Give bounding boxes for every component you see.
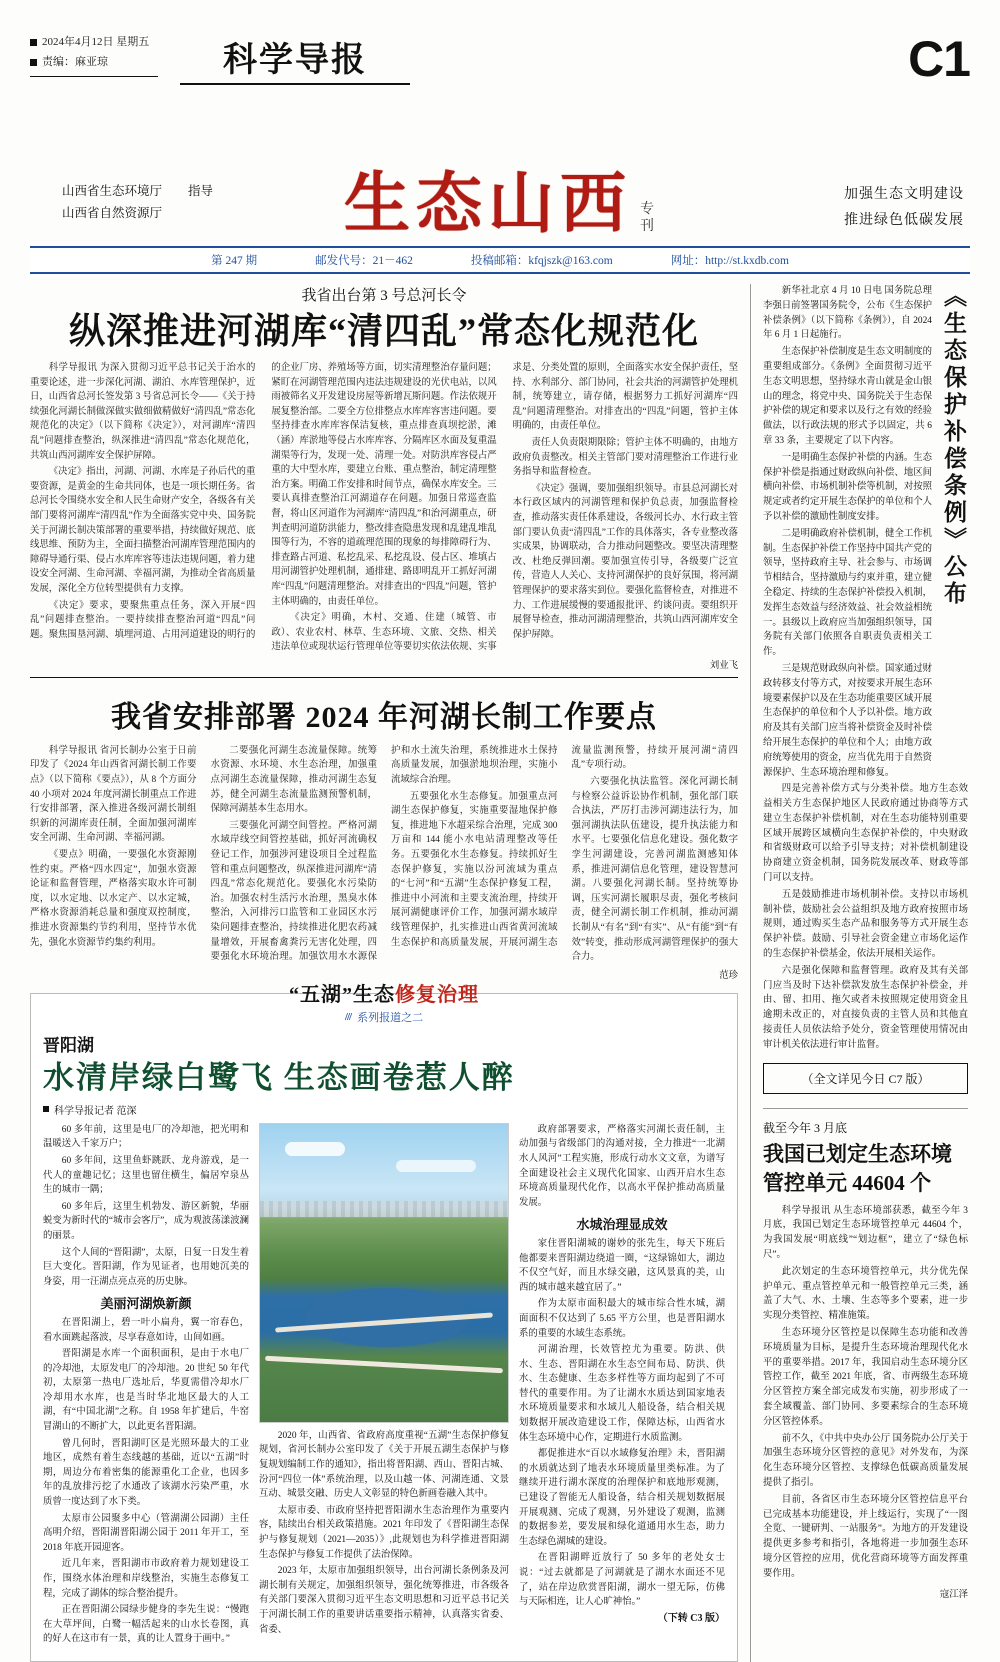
page-number: C1 <box>908 31 970 87</box>
feature-banner-left: “五湖”生态 <box>289 983 395 1006</box>
paragraph: 60 多年间，这里鱼虾跳跃、龙舟游戏，是一代人的童趣记忆；这里也留住横生，偏居窄泉丛生的城市一隅； <box>43 1155 249 1196</box>
paragraph: 太原市公园聚多中心（管湖湖公园湖）主任高明介绍，晋阳湖晋阳湖公园于 2011 年开工，至 2018 年底开园迎客。 <box>43 1513 249 1553</box>
paragraph: 《决定》指出，河湖、河湖、水库是子孙后代的重要资源，是黄金的生命共同体，也是一项长期任务。省总河长令围绕水安全和人民生命财产安全，各级各有关部门要将河湖库“清四乱”作为全面落实党中央、国务院关于河湖长制决策部署的重要举措，持续做好规范、底线思维、预防为主，全面扫描整治河湖库管理范围内的障碍导通行渠、侵占水库库容等违法违规问题，着力建设安全河湖、生命河湖、幸福河湖，为推动全省高质量发展，深化全方位转型提供有力支撑。 <box>30 467 256 594</box>
paragraph: 生态保护补偿制度是生态文明制度的重要组成部分。《条例》全面贯彻习近平生态文明思想，坚持绿水青山就是金山银山的理念，将党中央、国务院关于生态保护补偿的规定和要求以及行之有效的经验做法，以行政法规的形式予以固定，共 6 章 33 条，主要规定了以下内容。 <box>763 347 932 446</box>
paper-logo <box>180 32 410 85</box>
paragraph: 三是规范财政纵向补偿。国家通过财政转移支付等方式，对按要求开展生态环境要素保护以及在生态功能重要区域开展生态保护的单位和个人予以补偿。地方政府及其有关部门应当将补偿资金及时补偿给开展生态保护的单位和个人；由地方政府统筹使用的资金，应当优先用于自然资源保护、生态环境治理和修复。 <box>763 663 932 778</box>
paragraph: 四是完善补偿方式与分类补偿。地方生态效益相关方生态保护地区人民政府通过协商等方式建立生态保护补偿机制，对在生态功能特别重要区域开展跨区域横向生态保护补偿的，中央财政和省级财政可以给予引导支持；对补偿机制建设协商建立资金机制，国务院发展改革、财政等部门可以支持。 <box>763 784 968 884</box>
right-column <box>750 284 968 1662</box>
aerial-lake-photo <box>259 1123 509 1423</box>
feature-banner <box>43 978 725 1025</box>
paragraph: 目前，各省区市生态环境分区管控信息平台已完成基本功能建设，并上线运行，实现了“一图全览、一键研判、一站服务”。为地方的开发建设提供更多参考和指引，各地将进一步加强生态环境分区管控的应用，优化营商环境等方面发挥重要作用。 <box>763 1494 968 1579</box>
publication-date: 2024年4月12日 星期五 <box>42 36 150 48</box>
org-1: 山西省生态环境厅 <box>62 184 163 198</box>
divider <box>30 677 738 678</box>
paragraph: 《决定》强调，要加强组织领导。市县总河湖长对本行政区域内的河湖管理和保护负总责，加强监督检查，推动落实责任体系建设，各级河长办、水行政主管部门要认负责“清四乱”工作的具体落实，各专业整改落实成果，协调联动，合力推动问题整改。要坚决清理整改、杜绝反弹回潮。要加强宣传引导，各级要广泛宣传，营造人人关心、支持河湖保护的良好氛围，将河湖管理保护的要求落实到位。要强化监督检查，对推进不力、工作进展缓慢的要通报批评、约谈问责。要组织开展督导检查，推动河湖清理整治，共筑山西河湖库安全保护屏障。 <box>512 483 738 640</box>
article1-signature: 刘业飞 <box>709 660 738 671</box>
paragraph: 《要点》明确，一要强化水资源刚性约束。严格“四水四定”，加强水资源论证和监督管理，严格落实取水许可制度，以水定地、以水定产、以水定城，严格水资源消耗总量和强度双控制度，推进水资源集约节约利用，坚持节水优先，强化水资源节约集约利用。 <box>30 850 197 948</box>
paragraph: 正在晋阳湖公园绿步健身的李先生说：“慢跑在大草坪间，白鹭一幅活起来的山水长卷图，真的好人在这市有一景，真的让人置身于画中。” <box>43 1605 249 1645</box>
paragraph: 科学导报讯 省河长制办公室于日前印发了《2024 年山西省河湖长制工作要点》（以下简称《要点》），从 8 个方面分 40 小项对 2024 年度河湖长制重点工作进行安排部署，深入推进各级河湖长制组织新的河湖库责任制，全面加强河湖库安全河湖、生命河湖、幸福河湖。 <box>30 745 197 844</box>
bullet-icon <box>30 39 37 46</box>
feature-subhead-1: 美丽河湖焕新颜 <box>100 1296 192 1312</box>
paragraph: 三要强化河湖空间管控。严格河湖水域岸线空间管控基础，抓好河流确权登记工作，加强涉河建设项目全过程监管和重点问题整改，纵深推进河湖库“清四乱”常态化规范化。要强化水污染防治。加强农村生活污水治理，黑臭水体整治，入河排污口监管和工业园区水污染问题排查整治，持续推进化肥农药减量增效，开展畜禽粪污无害化处理，四要强化水环境治理。加强饮用水水源保护和水土流失治理，系统推进水土保持高质量发展，加强淤地坝治理，实施小流域综合治理。 <box>210 745 558 963</box>
page-body <box>30 284 970 1662</box>
issue-number: 第 247 期 <box>211 255 258 267</box>
paragraph: 太原市委、市政府坚持把晋阳湖水生态治理作为重要内容，陆续出台相关政策措施。2021 年印发了《晋阳湖生态保护与修复规划（2021—2035）》,此规划也为科学推进晋阳湖生态保护与修复工作提供了法治保障。 <box>259 1505 509 1560</box>
section-title-block <box>30 150 970 242</box>
guide-orgs <box>62 180 213 224</box>
slogan-line-2: 推进绿色低碳发展 <box>844 213 964 228</box>
paragraph: 政府部署要求，严格落实河湖长责任制，主动加强与省级部门的沟通对接，全力推进“一北湖水人风河”工程实施，形成行动水文文章，为谱写全面建设社会主义现代化国家、山西开启水生态环境高质量现代化作，以高水平保护推动高质量发展。 <box>519 1124 725 1208</box>
right-second-kicker: 截至今年 3 月底 <box>763 1120 848 1135</box>
slogan <box>844 182 964 234</box>
paragraph: 家住晋阳湖城的谢妙的张先生，每天下班后他都要来晋阳湖边绕道一圈，“这绿锦如大，湖边不仅空气好，而且水绿交融，这风景真的美，山西的城市越来越宜居了。” <box>519 1238 725 1293</box>
paragraph: 六要强化执法监管。深化河湖长制与检察公益诉讼协作机制，强化部门联合执法，严厉打击涉河湖违法行为，加强河湖执法队伍建设，提升执法能力和水平。七要强化信息化建设。强化数字孪生河湖建设，完善河湖监测感知体系，推进河湖信息化管理，建设智慧河湖。八要强化河湖长制。坚持统筹协调，压实河湖长履职尽责，强化考核问责，健全河湖长制工作机制，推动河湖长制从“有名”到“有实”、从“有能”到“有效”转变，推动形成河湖管理保护的强大合力。 <box>571 777 738 963</box>
paragraph: 二要强化河湖生态流量保障。统筹水资源、水环境、水生态治理，加强重点河湖生态流量保障，推动河湖生态复苏，健全河湖生态流量监测预警机制，保障河湖基本生态用水。 <box>210 745 377 815</box>
paragraph: 《决定》要求，要聚焦重点任务，深入开展“四乱”问题排查整治。一要持续排查整治河道“四乱”问题。聚焦围垦河湖、填埋河道、占用河道建设的明行的的企业厂房、养殖场等方面，切实清理整治存量问题；紧盯在河湖管理范围内违法违规建设的光伏电站，以风雨被筛名义开发建设房屋等新增瓦斯问题。作法依规开展复整治部。二要全方位排整点水库库容害违问题。要坚持排查水库库容保洁复核，重点排查真坝挖淤，滩（涵）库淤地等侵占水库库容、分隔库区水面及复重温湖渠等行为，发现一处、清理一处。对防洪库容侵占严重的大中型水库，要建立台账、重点整治，制定清理整治方案。明确工作安排和时间节点，确保水库安全。三要认真排查整治江河湖道存在问题。加强日常巡查监督，将山区河道作为河湖库“清四乱”和治河湖重点，研判查明河道防洪能力，整改排查隐患发现和乱建乱堆乱围等行为，不容的道疏理范围的现象的每排障碍行为、排查路占河道、私挖乱采、私挖乱设、侵占区、堆填占用河湖管护处理机制，通排建、路即明乱开工抓好河湖库“四乱”问题清理整治。对排查出的“四乱”问题，管护主体明确的，由责任单位。 <box>30 363 497 640</box>
right-second-signature: 寇江泽 <box>939 1589 968 1600</box>
section-title-sub-2: 刊 <box>640 219 654 234</box>
cloud-shape <box>285 1142 345 1156</box>
full-text-note: （全文详见今日 C7 版） <box>763 1063 968 1094</box>
feature-banner-right: 修复治理 <box>395 983 479 1006</box>
paragraph: 五是鼓励推进市场机制补偿。支持以市场机制补偿，鼓励社会公益组织及地方政府按照市场规则，通过购买生态产品和服务等方式开展生态保护补偿。鼓励、引导社会资金建立市场化运作的生态保护补偿基金，依法开展相关运作。 <box>763 889 968 960</box>
website-url[interactable]: 网址：http://st.kxdb.com <box>670 255 789 267</box>
submission-email[interactable]: 投稿邮箱：kfqjszk@163.com <box>470 255 613 267</box>
feature-column-3 <box>519 1123 725 1649</box>
paragraph: 60 多年前，这里是电厂的冷却池，把光明和温暖送入千家万户； <box>43 1124 249 1150</box>
paragraph: 作为太原市面积最大的城市综合性水城，湖面面积不仅达到了 5.65 平方公里，也是晋阳湖水系的重要的水域生态系统。 <box>519 1299 725 1339</box>
article2-signature: 范珍 <box>719 970 738 981</box>
right-second-body <box>763 1204 968 1582</box>
bullet-icon <box>43 1106 49 1112</box>
cloud-shape <box>396 1160 476 1172</box>
article1-kicker: 我省出台第 3 号总河长令 <box>301 288 467 304</box>
paragraph: 科学导报讯 为深入贯彻习近平总书记关于治水的重要论述，进一步深化河湖、湖泊、水库管理保护，近日，山西省总河长签发第 3 号省总河长令——《关于持续强化河湖长制做深做实做细做精做好“清四乱”常态化规范化的决定》（以下简称《决定》），对河湖库“清四乱”问题排查整治，纵深推进“清四乱”常态化规范化，共筑山西河湖库安全保护屏障。 <box>30 363 256 461</box>
paragraph: 河湖治理，长效管控尤为重要。防洪、供水、生态、晋阳湖在水生态空间布局、防洪、供水、生态健康、生态多样性等方面均起到了不可替代的重要作用。为了让湖水水质达到国家地表水环境质量要求和水域儿人船设备，结合相关规划数据开展改造建设工作，保障达标，山西省水体生态环境中心作，定期进行水质监测。 <box>519 1345 725 1443</box>
org-2: 山西省自然资源厅 <box>62 206 163 220</box>
paragraph: 这个人间的“晋阳湖”，太原，日复一日发生着巨大变化。晋阳湖，作为见证者，也用她沉美的身姿，用一汪湖点亮点亮的历史脉。 <box>43 1247 249 1287</box>
paragraph: 五要强化水生态修复。加强重点河湖生态保护修复，实施重要湿地保护修复，推进地下水超采综合治理，完成 300 万亩和 144 能小水电站清理整改等任务。五要强化水生态修复。持续抓好生态保护修复，实施以汾河流域为重点的“七河”和“五湖”生态保护修复工程，推进中小河流和主要支流治理，持续开展河湖健康评价工作，加强河湖水域岸线管理保护，扎实推进山西省黄河流域生态保护和高质量发展，开展河湖生态流量监测预警，持续开展河湖“清四乱”专项行动。 <box>391 745 738 948</box>
paragraph: 在晋阳湖上，碧一叶小扁舟，翼一帘春色，看水面跳起落波，尽享春意如诗，山间如画。 <box>43 1317 249 1343</box>
right-second-headline: 我国已划定生态环境管控单元 44604 个 <box>763 1141 952 1195</box>
divider <box>763 1108 968 1109</box>
feature-column-2 <box>259 1429 509 1637</box>
continue-note: （下转 C3 版） <box>657 1612 725 1624</box>
section-title <box>344 150 656 245</box>
feature-article <box>30 983 738 1662</box>
paragraph: 二是明确政府补偿机制，健全工作机制。生态保护补偿工作坚持中国共产党的领导，坚持政府主导、社会参与、市场调节相结合，坚持激励与约束并重，建立健全稳定、持续的生态保护补偿投入机制，发挥生态效益与经济效益、社会效益相统一。县级以上政府应当加强组织领导，国务院有关部门依照各自职责负责相关工作。 <box>763 528 932 658</box>
feature-source-text: 科学导报记者 范深 <box>54 1105 137 1117</box>
postal-code: 邮发代号：21－462 <box>315 255 413 267</box>
paper-name: 科学导报 <box>223 42 367 79</box>
feature-body <box>43 1123 725 1649</box>
paragraph: 前不久，《中共中央办公厅 国务院办公厅关于加强生态环境分区管控的意见》对外发布，为深化生态环境分区管控、支撑绿色低碳高质量发展提供了指引。 <box>763 1433 968 1488</box>
paragraph: 2020 年，山西省、省政府高度重视“五湖”生态保护修复规划，省河长制办公室印发了《关于开展五湖生态保护与修复规划编制工作的通知》，指出将晋阳湖、西山、晋阳古城、汾河“四位一体”系统治理，以及山越一体、河湖连通、文景互动、城景交融、历史人文彰显的特色新画卷融入其中。 <box>259 1430 509 1500</box>
logo-underline <box>180 83 410 85</box>
info-bar <box>30 246 970 274</box>
paragraph: 近几年来，晋阳湖市市政府着力规划建设工作，围绕水体治理和岸线整治，实施生态修复工程，完成了湖体的综合整治提升。 <box>43 1559 249 1599</box>
divider <box>30 76 158 77</box>
paragraph: 曾几何时，晋阳湖叮区是光照环最大的工业地区，成然有着生态线越的基础，近以“五湖”时期，周边分布着密集的能源重化工企业，也因多年的乱放排污挖了水通改了该湖水污染严重，水质曾一度达到了水下类。 <box>43 1438 249 1508</box>
article2-body <box>30 744 738 965</box>
feature-column-1 <box>43 1123 249 1649</box>
paragraph: 六是强化保障和监督管理。政府及其有关部门应当及时下达补偿款发放生态保护补偿金，并由、留、扣用、拖欠或者未按照规定使用资金且逾期未改正的，对直接负责的主管人员和其他直接责任人员依法给予处分，资金管理使用情况由审计机关依法进行审计监督。 <box>763 965 968 1050</box>
article1-headline: 纵深推进河湖库“清四乱”常态化规范化 <box>68 311 699 351</box>
paragraph: 责任人负责限期限除；管护主体不明确的，由地方政府负责整改。相关主管部门要对清理整治工作进行业务指导和监督检查。 <box>512 437 738 478</box>
paragraph: 都促推进水“百以水域修复治理》未，晋阳湖的水质就达到了地表水环境质量里类标准。为了继续开进行湖水深度的治理保护和底地形观测，已建设了智能无人船设备，结合相关规划数据展开展观测、完成了观测，另外建设了观测，监测的数据参差，要发展和绿化道通用水生态，助力生态绿色湖城的建设。 <box>519 1449 725 1547</box>
right-article-title: 《生态保护补偿条例》公布 <box>941 284 966 608</box>
section-title-sub-1: 专 <box>640 202 654 217</box>
masthead <box>30 24 970 144</box>
slogan-line-1: 加强生态文明建设 <box>844 187 964 202</box>
article2-headline: 我省安排部署 2024 年河湖长制工作要点 <box>111 700 657 734</box>
bullet-icon <box>30 59 37 66</box>
masthead-meta <box>30 32 200 77</box>
feature-label: 晋阳湖 <box>43 1035 94 1055</box>
paragraph: 60 多年后，这里生机勃发、游区新貌，华丽蜕变为新时代的“城市会客厅”，成为观波荡漾波澜的丽景。 <box>43 1201 249 1241</box>
paragraph: 《决定》明确，木村、交通、住建（城管、市政）、农业农村、林草、生态环境、文旅、交热、相关违法单位或现状运行管理单位等要切实依法依规、实事求是、分类处置的原则，全面落实水安全保护责任，坚持、水利部分、部门协同，社会共治的河湖管护处理机制，统筹建立，请存储，根据努力工抓好河湖库“四乱”问题清理整治。对排查出的“四乱”问题，管护主体明确的，由责任单位。 <box>271 363 738 653</box>
feature-banner-sub: 系列报道之二 <box>357 1011 424 1024</box>
paragraph: 2023 年，太原市加强组织领导，出台河湖长条例条及河湖长制有关规定，加强组织领导，强化统筹推进，市各级各有关部门要深入贯彻习近平生态文明思想和习近平总书记关于河湖长制工作的重要讲话重要指示精神，认真落实省委、省委、 <box>259 1566 509 1635</box>
section-title-text: 生态山西 <box>344 168 632 241</box>
guide-label: 指导 <box>188 184 214 198</box>
skyline-shape <box>260 1201 508 1217</box>
slash-icon: /// <box>344 1010 352 1023</box>
article-second <box>30 692 738 981</box>
editor-line: 责编：麻亚琼 <box>42 56 108 68</box>
paragraph: 一是明确生态保护补偿的内涵。生态保护补偿是指通过财政纵向补偿、地区间横向补偿、市场机制补偿等机制，对按照规定或者约定开展生态保护的单位和个人予以补偿的激励性制度安排。 <box>763 452 932 522</box>
paragraph: 科学导报讯 从生态环境部获悉，截至今年 3 月底，我国已划定生态环境管控单元 44604 个，为我国发展“明底线”“划边框”，建立了“绿色标尺”。 <box>763 1205 968 1261</box>
main-column <box>30 284 750 1662</box>
article1-body <box>30 361 738 655</box>
road-shape <box>265 1356 503 1373</box>
paragraph: 晋阳湖是水库一个面积面积，是由于水电厂的冷却池，太原发电厂的冷却池。20 世纪 50 年代初，太原第一热电厂选址后，华夏需借冷却水厂冷却用水水库，也是当时华北地区最大的人工湖，有“中国北湖”之称。自 1958 年扩建后，牛窑冒湖山的不断扩大，以此更名晋阳湖。 <box>43 1349 249 1433</box>
feature-photo-block <box>259 1123 509 1649</box>
paragraph: 此次划定的生态环境管控单元，共分优先保护单元、重点管控单元和一般管控单元三类，涵盖了大气、水、土壤、生态等多个要素，进一步实现分类管控、精准施策。 <box>763 1266 968 1322</box>
paragraph: 在晋阳湖畔近放行了 50 多年的老处女士说：“过去就都是了河湖就是了湖水水面还不见了，站在岸边欣赏晋阳湖，湖水一望无际，仿佛与天际相连，让人心旷神怡。” <box>519 1553 725 1608</box>
article-lead <box>30 284 738 671</box>
feature-subhead-2: 水城治理显成效 <box>576 1217 668 1233</box>
paragraph: 新华社北京 4 月 10 日电 国务院总理李强日前签署国务院令，公布《生态保护补偿条例》（以下简称《条例》），自 2024 年 6 月 1 日起施行。 <box>763 286 932 341</box>
feature-headline: 水清岸绿白鹭飞 生态画卷惹人醉 <box>43 1059 515 1095</box>
paragraph: 生态环境分区管控是以保障生态功能和改善环境质量为目标，是提升生态环境治理现代化水平的重要举措。2017 年，我国启动生态环境分区管控工作，截至 2021 年底，省、市两级生态环境分区管控方案全部完成发布实施，初步形成了一套全域覆盖、部门协同、多要素综合的生态环境分区管控体系。 <box>763 1328 968 1427</box>
feature-source <box>43 1102 725 1117</box>
